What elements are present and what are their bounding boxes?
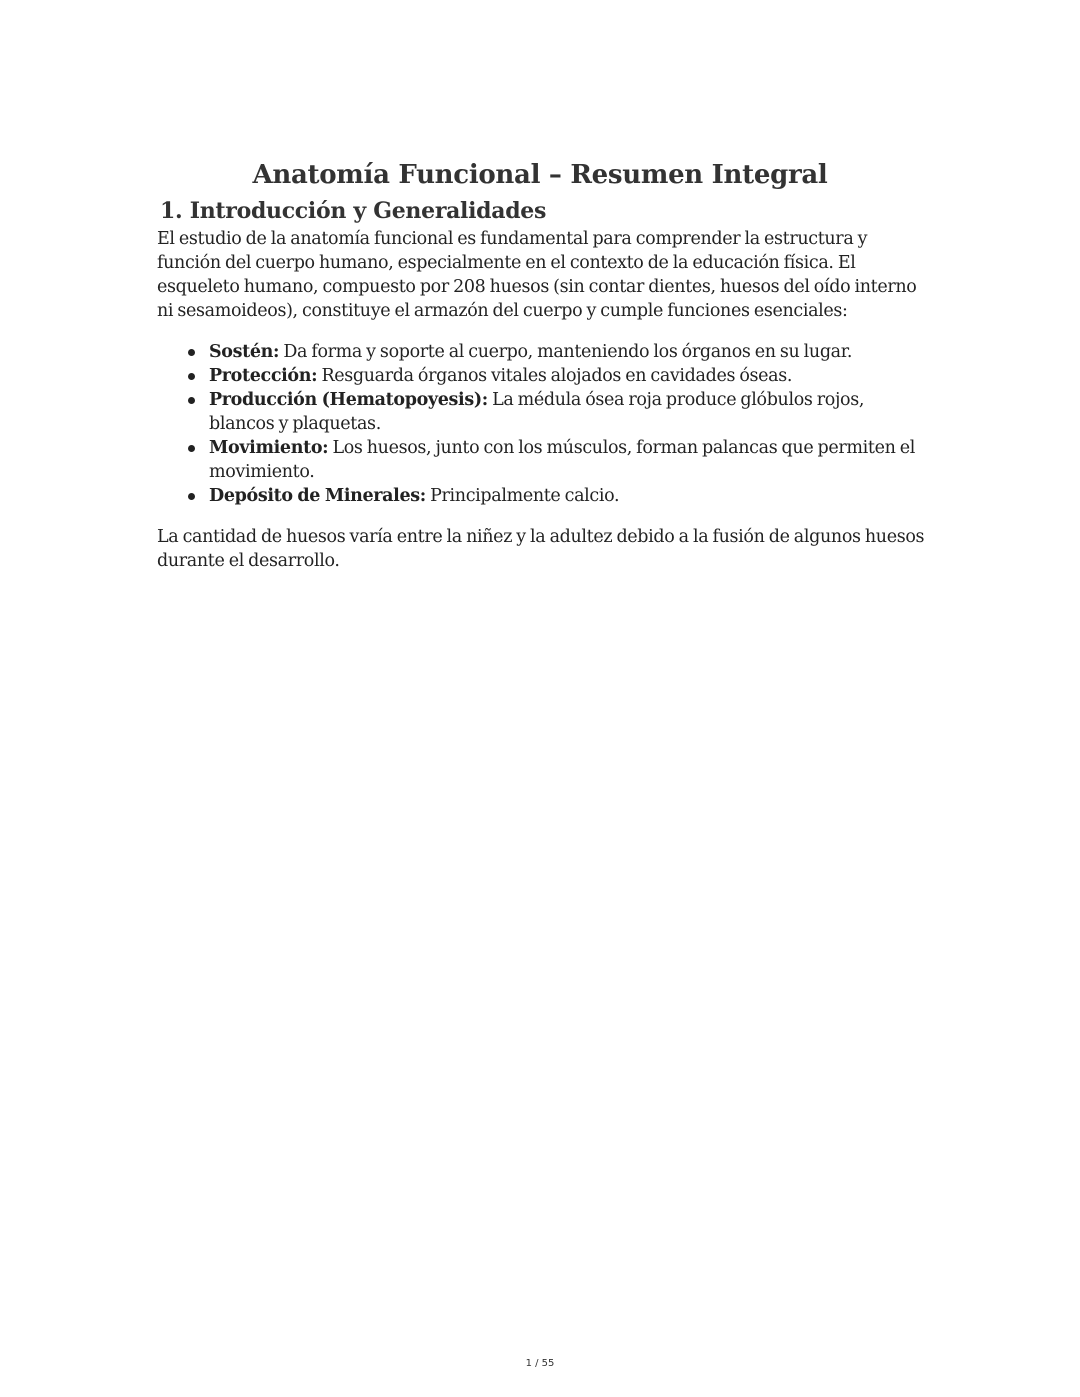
list-item [209,364,932,388]
page-number: 1 / 55 [525,1358,555,1369]
list-item-term: Movimiento: [209,438,329,458]
list-item-term: Depósito de Minerales: [209,486,426,506]
list-item-term: Protección: [209,366,318,386]
list-item [209,388,932,436]
bullet-icon [188,373,195,380]
list-item [209,340,932,364]
bullet-icon [188,493,195,500]
list-item-term: Sostén: [209,342,280,362]
bullet-icon [188,445,195,452]
document-content [157,196,932,573]
intro-paragraph: El estudio de la anatomía funcional es fundamental para comprender la estructura y función del cuerpo humano, especialmente en el contexto de la educación física. El esqueleto humano, compuesto por 208 huesos (sin contar dientes, huesos del oído interno ni sesamoideos), constituye el armazón del cuerpo y cumple funciones esenciales: [157,229,917,321]
section-heading: 1. Introducción y Generalidades [160,198,547,224]
document-title: Anatomía Funcional – Resumen Integral [252,160,828,190]
bullet-icon [188,349,195,356]
functions-list [157,340,932,508]
bullet-icon [188,397,195,404]
list-item [209,436,932,484]
list-item-text: Principalmente calcio. [425,486,620,506]
list-item-term: Producción (Hematopoyesis): [209,390,488,410]
list-item-text: Los huesos, junto con los músculos, forman palancas que permiten el movimiento. [209,438,915,482]
list-item-text: Da forma y soporte al cuerpo, manteniendo los órganos en su lugar. [279,342,853,362]
list-item-text: La médula ósea roja produce glóbulos rojos, blancos y plaquetas. [209,390,865,434]
list-item [209,484,932,508]
closing-paragraph: La cantidad de huesos varía entre la niñez y la adultez debido a la fusión de algunos huesos durante el desarrollo. [157,527,925,571]
list-item-text: Resguarda órganos vitales alojados en cavidades óseas. [317,366,793,386]
